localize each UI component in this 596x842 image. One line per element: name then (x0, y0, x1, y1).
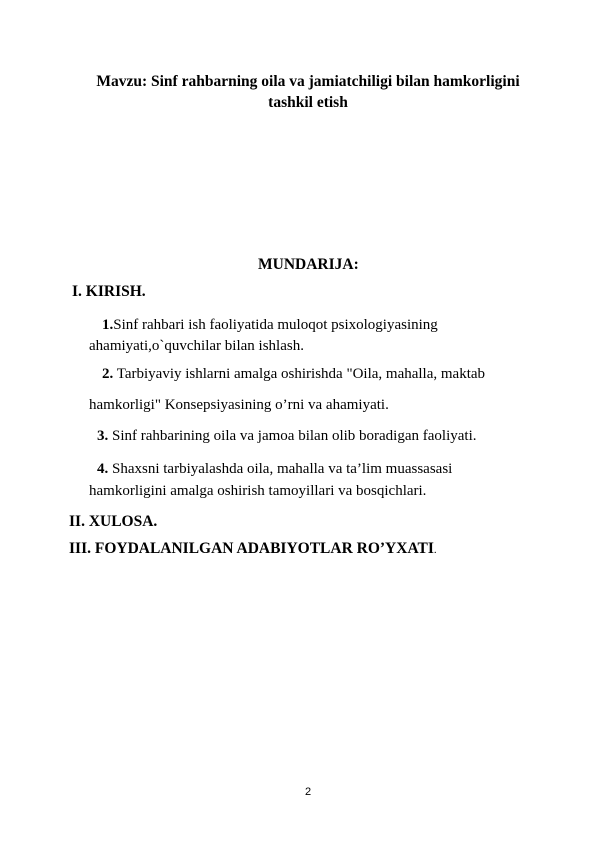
toc-item-1-line1 (102, 317, 438, 334)
section-references-label: III. FOYDALANILGAN ADABIYOTLAR RO’YXATI (69, 540, 434, 557)
page-number: 2 (305, 786, 312, 798)
toc-item-2-text: Tarbiyaviy ishlarni amalga oshirishda "Oila, mahalla, maktab (113, 366, 486, 382)
toc-item-3-text: Sinf rahbarining oila va jamoa bilan olib boradigan faoliyati. (108, 428, 477, 444)
toc-item-3-line1 (97, 428, 476, 445)
document-title-line1: Mavzu: Sinf rahbarning oila va jamiatchiligi bilan hamkorligini (96, 73, 520, 90)
section-references (69, 540, 437, 558)
toc-item-3-number: 3. (97, 428, 109, 444)
section-conclusion: II. XULOSA. (69, 513, 158, 530)
toc-item-2-line2: hamkorligi" Konsepsiyasining o’rni va ahamiyati. (89, 397, 389, 413)
section-references-trailing: . (433, 544, 437, 556)
toc-item-4-line1 (97, 461, 452, 478)
toc-item-1-line2: ahamiyati,o`quvchilar bilan ishlash. (89, 338, 304, 354)
toc-item-1-text: Sinf rahbari ish faoliyatida muloqot psixologiyasining (113, 317, 438, 333)
toc-item-4-number: 4. (97, 461, 109, 477)
toc-item-1-number: 1. (102, 317, 114, 333)
toc-item-2-line1 (102, 366, 485, 383)
toc-item-2-number: 2. (102, 366, 114, 382)
toc-item-4-text: Shaxsni tarbiyalashda oila, mahalla va ta’lim muassasasi (108, 461, 453, 477)
document-title-line2: tashkil etish (268, 94, 348, 111)
section-intro: I. KIRISH. (72, 283, 146, 300)
contents-heading: MUNDARIJA: (258, 256, 359, 273)
toc-item-4-line2: hamkorligini amalga oshirish tamoyillari va bosqichlari. (89, 483, 427, 499)
